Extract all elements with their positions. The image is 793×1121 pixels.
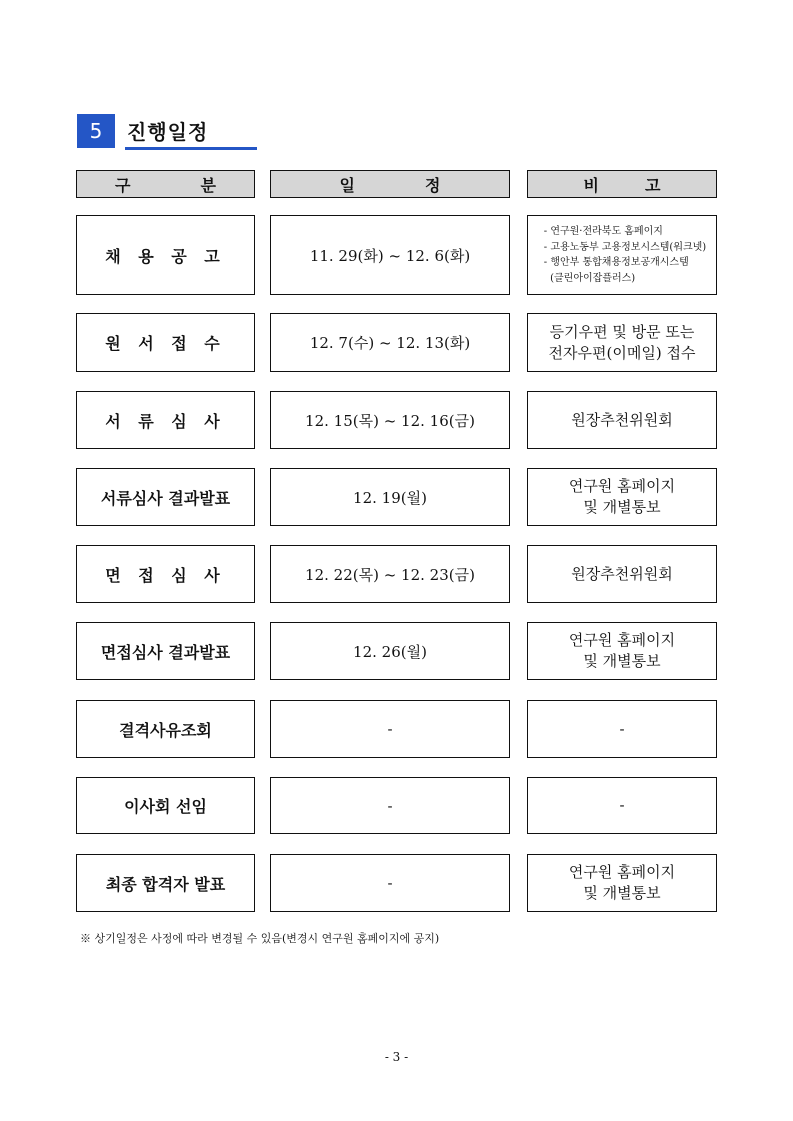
page-number: - 3 -: [384, 1050, 409, 1064]
section-title: 진행일정: [127, 120, 209, 144]
row-remarks: [527, 215, 717, 295]
row-category: 서류심사 결과발표: [76, 468, 255, 526]
row-remarks: -: [527, 777, 717, 834]
footnote: ※ 상기일정은 사정에 따라 변경될 수 있음(변경시 연구원 홈페이지에 공지): [80, 932, 440, 945]
row-schedule: -: [270, 854, 510, 912]
row-schedule: 12. 19(월): [270, 468, 510, 526]
row-category: 면접심사 결과발표: [76, 622, 255, 680]
header-schedule: 일 정: [270, 170, 510, 198]
row-schedule: 11. 29(화) ~ 12. 6(화): [270, 215, 510, 295]
row-schedule: 12. 26(월): [270, 622, 510, 680]
row-category: 면 접 심 사: [76, 545, 255, 603]
header-remarks: 비 고: [527, 170, 717, 198]
row-category: 서 류 심 사: [76, 391, 255, 449]
row-category: 결격사유조회: [76, 700, 255, 758]
row-remarks: 연구원 홈페이지 및 개별통보: [527, 622, 717, 680]
section-number: 5: [77, 114, 115, 148]
row-remarks: 연구원 홈페이지 및 개별통보: [527, 854, 717, 912]
section-heading: [77, 114, 257, 150]
row-category: 이사회 선임: [76, 777, 255, 834]
row-remarks: 등기우편 및 방문 또는 전자우편(이메일) 접수: [527, 313, 717, 372]
remarks-list: - 연구원·전라북도 홈페이지 - 고용노동부 고용정보시스템(워크넷) - 행안부 통합채용정보공개시스템 (클린아이잡플러스): [543, 226, 707, 284]
row-schedule: -: [270, 700, 510, 758]
row-category: 채 용 공 고: [76, 215, 255, 295]
row-remarks: 원장추천위원회: [527, 545, 717, 603]
row-schedule: 12. 7(수) ~ 12. 13(화): [270, 313, 510, 372]
header-category: 구 분: [76, 170, 255, 198]
title-underline: [125, 147, 257, 150]
row-category: 원 서 접 수: [76, 313, 255, 372]
row-remarks: 연구원 홈페이지 및 개별통보: [527, 468, 717, 526]
row-schedule: 12. 22(목) ~ 12. 23(금): [270, 545, 510, 603]
row-remarks: 원장추천위원회: [527, 391, 717, 449]
row-schedule: 12. 15(목) ~ 12. 16(금): [270, 391, 510, 449]
row-category: 최종 합격자 발표: [76, 854, 255, 912]
row-schedule: -: [270, 777, 510, 834]
row-remarks: -: [527, 700, 717, 758]
